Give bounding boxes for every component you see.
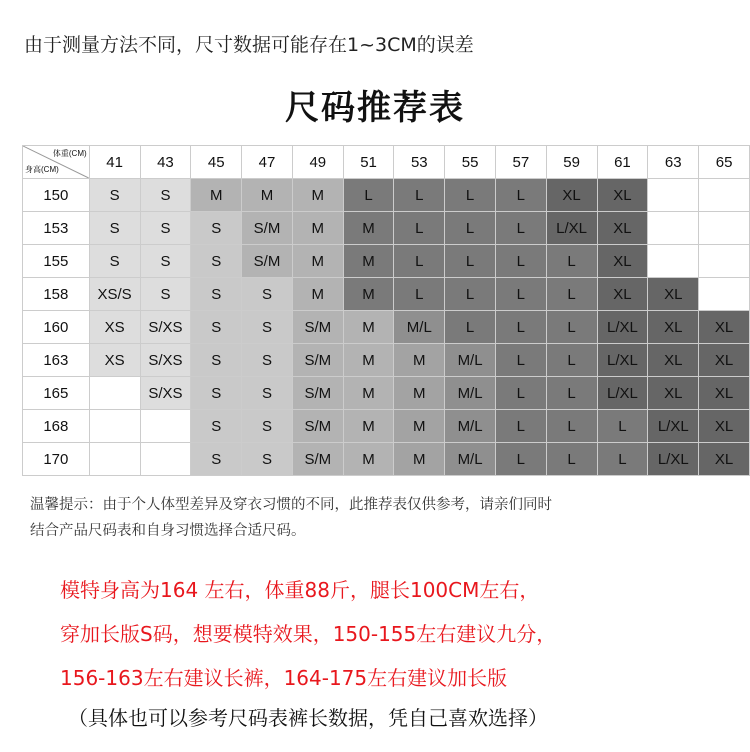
tip-line: 温馨提示：由于个人体型差异及穿衣习惯的不同，此推荐表仅供参考，请亲们同时 xyxy=(30,497,552,513)
size-cell: S/XS xyxy=(140,344,191,377)
size-cell: M/L xyxy=(394,311,445,344)
size-cell: L xyxy=(495,410,546,443)
height-label-cell: 165 xyxy=(23,377,90,410)
table-row xyxy=(23,410,750,443)
size-cell: M xyxy=(343,212,394,245)
weight-header-cell: 53 xyxy=(394,146,445,179)
size-cell: L/XL xyxy=(648,443,699,476)
size-cell: L xyxy=(597,443,648,476)
size-cell: XS/S xyxy=(89,278,140,311)
size-chart-table xyxy=(22,145,750,476)
size-cell: XL xyxy=(699,344,750,377)
size-cell: L xyxy=(445,278,496,311)
size-cell: M xyxy=(292,179,343,212)
size-cell: L xyxy=(495,212,546,245)
size-cell xyxy=(699,179,750,212)
weight-header-cell: 43 xyxy=(140,146,191,179)
size-cell: S xyxy=(140,245,191,278)
size-cell: L xyxy=(495,179,546,212)
size-cell: S xyxy=(89,179,140,212)
size-cell: S xyxy=(242,278,293,311)
size-cell: L xyxy=(394,245,445,278)
size-cell: L/XL xyxy=(648,410,699,443)
height-label-cell: 153 xyxy=(23,212,90,245)
size-cell: L/XL xyxy=(546,212,597,245)
size-cell: L xyxy=(394,179,445,212)
size-cell: XL xyxy=(597,179,648,212)
size-cell: L xyxy=(546,443,597,476)
size-cell: XL xyxy=(648,377,699,410)
size-cell xyxy=(89,410,140,443)
size-cell: XS xyxy=(89,344,140,377)
height-label-cell: 163 xyxy=(23,344,90,377)
page-title: 尺码推荐表 xyxy=(285,88,465,128)
size-cell: L xyxy=(546,410,597,443)
size-cell: L xyxy=(495,311,546,344)
size-cell: S xyxy=(191,245,242,278)
weight-header-cell: 51 xyxy=(343,146,394,179)
size-cell: M xyxy=(242,179,293,212)
size-cell: S/M xyxy=(292,410,343,443)
weight-header-cell: 63 xyxy=(648,146,699,179)
size-cell: XL xyxy=(699,410,750,443)
size-cell: M xyxy=(394,377,445,410)
size-cell xyxy=(648,245,699,278)
table-row xyxy=(23,344,750,377)
size-cell: L xyxy=(343,179,394,212)
table-row xyxy=(23,212,750,245)
size-cell: M xyxy=(343,410,394,443)
size-cell: S/XS xyxy=(140,377,191,410)
size-cell: M xyxy=(343,344,394,377)
size-cell xyxy=(140,443,191,476)
size-cell: L xyxy=(445,212,496,245)
size-cell: S/M xyxy=(292,311,343,344)
size-cell xyxy=(648,179,699,212)
weight-header-cell: 59 xyxy=(546,146,597,179)
size-cell: S xyxy=(191,377,242,410)
table-row xyxy=(23,278,750,311)
size-cell: L xyxy=(546,245,597,278)
size-cell: S xyxy=(242,311,293,344)
height-label-cell: 158 xyxy=(23,278,90,311)
size-cell: S xyxy=(191,212,242,245)
measurement-note: 由于测量方法不同，尺寸数据可能存在1~3CM的误差 xyxy=(24,34,474,56)
size-cell: L xyxy=(546,377,597,410)
size-cell: XL xyxy=(546,179,597,212)
weight-header-cell: 47 xyxy=(242,146,293,179)
size-cell: L xyxy=(445,179,496,212)
table-row xyxy=(23,377,750,410)
size-cell: XL xyxy=(699,443,750,476)
size-cell: M xyxy=(343,443,394,476)
height-label-cell: 168 xyxy=(23,410,90,443)
weight-header-cell: 61 xyxy=(597,146,648,179)
size-cell: XL xyxy=(699,311,750,344)
model-info xyxy=(60,568,556,700)
size-cell xyxy=(89,443,140,476)
size-cell: M/L xyxy=(445,377,496,410)
height-label-cell: 150 xyxy=(23,179,90,212)
size-cell: M xyxy=(343,278,394,311)
size-cell: XS xyxy=(89,311,140,344)
size-cell: M xyxy=(394,344,445,377)
model-info-line: 穿加长版S码，想要模特效果，150-155左右建议九分， xyxy=(60,622,557,646)
size-cell: S xyxy=(191,344,242,377)
table-row xyxy=(23,245,750,278)
size-cell: L xyxy=(394,278,445,311)
size-cell: XL xyxy=(597,278,648,311)
table-header-row xyxy=(23,146,750,179)
tip-text xyxy=(30,492,730,544)
size-cell: S/M xyxy=(242,245,293,278)
size-cell: S xyxy=(140,212,191,245)
size-cell xyxy=(89,377,140,410)
size-cell: L xyxy=(495,377,546,410)
size-cell: M xyxy=(343,245,394,278)
weight-header-cell: 49 xyxy=(292,146,343,179)
model-info-line: 模特身高为164 左右，体重88斤，腿长100CM左右， xyxy=(60,578,540,602)
height-label-cell: 155 xyxy=(23,245,90,278)
weight-header-cell: 55 xyxy=(445,146,496,179)
size-cell: M xyxy=(394,410,445,443)
size-cell: S xyxy=(191,410,242,443)
size-cell: M xyxy=(343,377,394,410)
size-cell: S xyxy=(140,179,191,212)
height-label-cell: 160 xyxy=(23,311,90,344)
size-cell: M xyxy=(292,245,343,278)
size-cell xyxy=(699,245,750,278)
size-cell: S xyxy=(242,410,293,443)
size-cell: XL xyxy=(699,377,750,410)
size-cell: L xyxy=(546,278,597,311)
size-cell: S xyxy=(191,443,242,476)
size-cell: S xyxy=(89,212,140,245)
table-row xyxy=(23,311,750,344)
size-cell: L xyxy=(495,278,546,311)
size-cell: XL xyxy=(597,245,648,278)
size-cell: M xyxy=(191,179,242,212)
size-cell: S/M xyxy=(292,377,343,410)
corner-weight-label: 体重(CM) xyxy=(52,149,87,158)
size-cell: S xyxy=(89,245,140,278)
size-cell: XL xyxy=(597,212,648,245)
size-cell: S/M xyxy=(292,344,343,377)
size-cell: L xyxy=(546,311,597,344)
size-cell: S/M xyxy=(242,212,293,245)
size-cell: M xyxy=(343,311,394,344)
size-cell: M xyxy=(292,212,343,245)
size-cell: M/L xyxy=(445,344,496,377)
size-cell xyxy=(140,410,191,443)
size-cell: L xyxy=(495,245,546,278)
weight-header-cell: 65 xyxy=(699,146,750,179)
weight-header-cell: 57 xyxy=(495,146,546,179)
tip-line: 结合产品尺码表和自身习惯选择合适尺码。 xyxy=(30,523,306,539)
model-info-line: 156-163左右建议长裤，164-175左右建议加长版 xyxy=(60,666,508,690)
weight-header-cell: 41 xyxy=(89,146,140,179)
size-cell: L xyxy=(394,212,445,245)
size-cell: XL xyxy=(648,344,699,377)
size-cell xyxy=(699,212,750,245)
size-cell: S xyxy=(191,311,242,344)
table-row xyxy=(23,179,750,212)
size-cell: L xyxy=(445,311,496,344)
size-cell: M/L xyxy=(445,443,496,476)
size-cell: L/XL xyxy=(597,344,648,377)
size-cell xyxy=(648,212,699,245)
size-cell: XL xyxy=(648,278,699,311)
size-cell: L xyxy=(445,245,496,278)
table-corner-cell xyxy=(23,146,90,179)
size-cell: S/M xyxy=(292,443,343,476)
weight-header-cell: 45 xyxy=(191,146,242,179)
table-row xyxy=(23,443,750,476)
size-cell: L xyxy=(495,443,546,476)
size-cell: L xyxy=(546,344,597,377)
footer-note: （具体也可以参考尺码表裤长数据，凭自己喜欢选择） xyxy=(68,706,548,730)
size-cell: S/XS xyxy=(140,311,191,344)
size-cell: L/XL xyxy=(597,377,648,410)
size-cell: M/L xyxy=(445,410,496,443)
size-cell: S xyxy=(242,443,293,476)
size-cell: M xyxy=(394,443,445,476)
size-cell: L xyxy=(495,344,546,377)
size-cell: XL xyxy=(648,311,699,344)
size-cell: L/XL xyxy=(597,311,648,344)
size-cell: S xyxy=(242,377,293,410)
height-label-cell: 170 xyxy=(23,443,90,476)
size-cell xyxy=(699,278,750,311)
size-cell: L xyxy=(597,410,648,443)
size-cell: S xyxy=(140,278,191,311)
size-cell: S xyxy=(191,278,242,311)
size-cell: S xyxy=(242,344,293,377)
corner-height-label: 身高(CM) xyxy=(25,165,59,174)
size-cell: M xyxy=(292,278,343,311)
